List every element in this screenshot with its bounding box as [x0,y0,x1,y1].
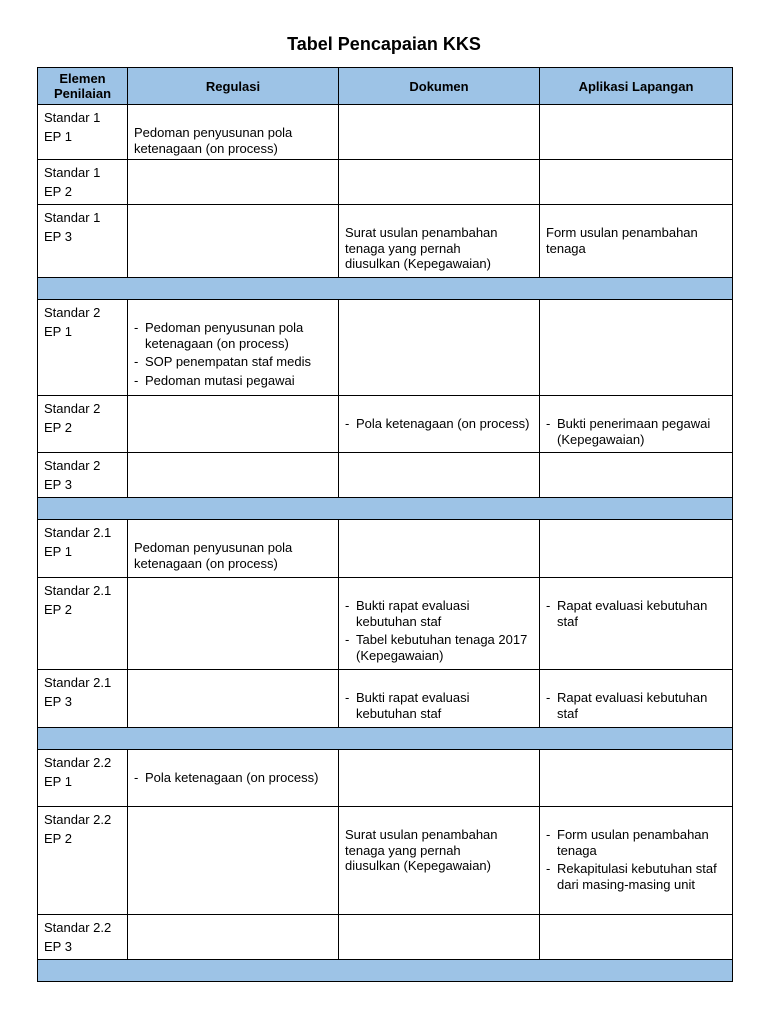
std-label: Standar 2.2 [44,812,112,827]
table-row: Standar 2.1 EP 1 Pedoman penyusunan pola ketenagaan (on process) [38,520,733,578]
list-item: - Form usulan penambahan tenaga [546,827,726,858]
ep-label: EP 2 [44,420,72,435]
table-row: Standar 1 EP 1 Pedoman penyusunan pola ketenagaan (on process) [38,105,733,160]
std-label: Standar 2.2 [44,920,112,935]
std-label: Standar 2 [44,458,101,473]
list-item: - Rapat evaluasi kebutuhan staf [546,598,726,629]
list-item: - Bukti rapat evaluasi kebutuhan staf [345,598,533,629]
header-aplikasi: Aplikasi Lapangan [540,68,733,105]
ep-label: EP 2 [44,602,72,617]
list-item: - Tabel kebutuhan tenaga 2017 (Kepegawaian) [345,632,533,663]
list-item: - Rapat evaluasi kebutuhan staf [546,690,726,721]
page-title: Tabel Pencapaian KKS [287,34,481,54]
table-row: Standar 1 EP 3 Surat usulan penambahan tenaga yang pernah diusulkan (Kepegawaian) Form usulan penambahan tenaga [38,205,733,278]
table-row [38,453,733,498]
table-row [38,915,733,960]
table-row [38,396,733,453]
std-label: Standar 1 [44,110,101,125]
ep-label: EP 3 [44,229,72,244]
std-label: Standar 2.1 [44,525,112,540]
list-item: - SOP penempatan staf medis [134,354,332,370]
list-item: - Rekapitulasi kebutuhan staf dari masing-masing unit [546,861,726,892]
list-item: - Bukti rapat evaluasi kebutuhan staf [345,690,533,721]
ep-label: EP 3 [44,477,72,492]
separator-row [38,278,733,300]
table-row [38,750,733,807]
list-item: - Bukti penerimaan pegawai (Kepegawaian) [546,416,726,447]
ep-label: EP 1 [44,544,72,559]
std-label: Standar 2.1 [44,675,112,690]
ep-label: EP 3 [44,939,72,954]
kks-table [37,67,733,982]
list-item: - Pola ketenagaan (on process) [345,416,533,432]
header-row [38,68,733,105]
std-label: Standar 2 [44,401,101,416]
std-label: Standar 1 [44,165,101,180]
header-dokumen: Dokumen [339,68,540,105]
table-row [38,578,733,670]
ep-label: EP 1 [44,129,72,144]
table-row [38,160,733,205]
ep-label: EP 1 [44,774,72,789]
ep-label: EP 2 [44,184,72,199]
std-label: Standar 1 [44,210,101,225]
header-regulasi: Regulasi [128,68,339,105]
std-label: Standar 2.2 [44,755,112,770]
separator-row [38,728,733,750]
list-item: - Pedoman mutasi pegawai [134,373,332,389]
std-label: Standar 2.1 [44,583,112,598]
separator-row [38,960,733,982]
table-row [38,670,733,728]
list-item: - Pedoman penyusunan pola ketenagaan (on process) [134,320,332,351]
separator-row [38,498,733,520]
ep-label: EP 1 [44,324,72,339]
std-label: Standar 2 [44,305,101,320]
header-elemen: Elemen Penilaian [38,68,128,105]
list-item: - Pola ketenagaan (on process) [134,770,332,786]
ep-label: EP 2 [44,831,72,846]
ep-label: EP 3 [44,694,72,709]
table-row [38,300,733,396]
table-row: Standar 2.2 EP 2 Surat usulan penambahan tenaga yang pernah diusulkan (Kepegawaian) - Form usulan penambahan tenaga - Rekapitulasi kebutuhan staf dari masing-masing unit [38,807,733,915]
